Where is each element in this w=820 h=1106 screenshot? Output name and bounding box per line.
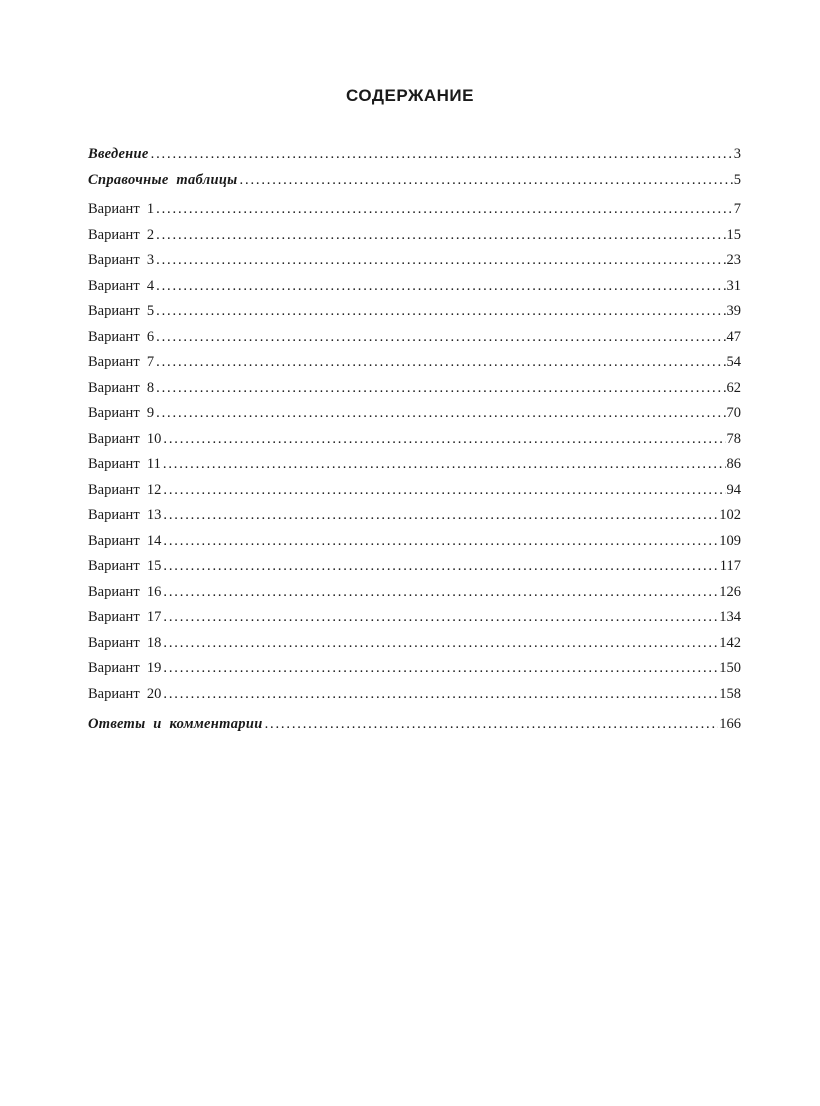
dot-leader <box>240 168 733 194</box>
dot-leader <box>163 554 718 580</box>
toc-entry-label: Вариант 1 <box>88 201 155 217</box>
toc-entry-page: 47 <box>726 328 741 345</box>
dot-leader <box>156 223 725 249</box>
toc-entry-introduction[interactable] <box>88 142 741 168</box>
toc-entry-label: Вариант 14 <box>88 532 162 549</box>
dot-leader <box>156 401 725 427</box>
toc-entry-variant[interactable] <box>88 427 741 453</box>
toc-entry-label: Вариант 2 <box>88 226 155 243</box>
toc-entry-label: Вариант 8 <box>88 379 155 396</box>
toc-entry-label: Вариант 13 <box>88 507 162 523</box>
toc-entry-page: 94 <box>726 481 741 498</box>
dot-leader <box>163 529 718 555</box>
toc-entry-page: 134 <box>719 609 741 625</box>
toc-entry-label: Введение <box>88 146 149 162</box>
toc-entry-page: 126 <box>719 583 741 600</box>
dot-leader <box>156 376 725 402</box>
toc-entry-page: 86 <box>726 456 741 472</box>
dot-leader <box>163 427 725 453</box>
dot-leader <box>163 605 718 631</box>
toc-entry-label: Вариант 19 <box>88 660 162 676</box>
dot-leader <box>163 631 718 657</box>
toc-entry-variant[interactable] <box>88 376 741 402</box>
toc-entry-variant[interactable] <box>88 197 741 223</box>
toc-entry-page: 5 <box>733 171 741 188</box>
dot-leader <box>163 452 726 478</box>
toc-entry-variant[interactable] <box>88 223 741 249</box>
toc-entry-variant[interactable] <box>88 631 741 657</box>
toc-entry-label: Вариант 9 <box>88 405 155 421</box>
page-title: СОДЕРЖАНИЕ <box>346 86 474 105</box>
dot-leader <box>156 325 725 351</box>
toc-entry-variant[interactable] <box>88 503 741 529</box>
dot-leader <box>163 503 718 529</box>
toc-entry-variant[interactable] <box>88 478 741 504</box>
toc-entry-page: 117 <box>719 558 741 574</box>
toc-entry-variant[interactable] <box>88 325 741 351</box>
toc-entry-label: Вариант 7 <box>88 354 155 370</box>
toc-entry-variant[interactable] <box>88 299 741 325</box>
dot-leader <box>163 656 718 682</box>
toc-entry-variant[interactable] <box>88 401 741 427</box>
toc-entry-label: Вариант 15 <box>88 558 162 574</box>
toc-entry-label: Вариант 3 <box>88 252 155 268</box>
toc-entry-page: 15 <box>726 226 741 243</box>
toc-entry-label: Вариант 16 <box>88 583 162 600</box>
dot-leader <box>265 712 719 738</box>
dot-leader <box>156 197 733 223</box>
toc-entry-label: Вариант 10 <box>88 430 162 447</box>
toc-entry-variant[interactable] <box>88 605 741 631</box>
toc-entry-page: 166 <box>719 716 741 732</box>
toc-entry-variant[interactable] <box>88 656 741 682</box>
toc-entry-page: 23 <box>726 252 741 268</box>
toc-entry-page: 142 <box>719 634 741 651</box>
toc-entry-variant[interactable] <box>88 248 741 274</box>
toc-entry-variant[interactable] <box>88 554 741 580</box>
dot-leader <box>151 142 733 168</box>
dot-leader <box>163 580 718 606</box>
toc-entry-label: Вариант 11 <box>88 456 161 472</box>
toc-entry-page: 102 <box>719 507 741 523</box>
toc-entry-variant[interactable] <box>88 452 741 478</box>
toc-entry-label: Вариант 17 <box>88 609 162 625</box>
variants-list <box>88 197 741 707</box>
toc-entry-label: Ответы и комментарии <box>88 716 263 732</box>
toc-entry-page: 109 <box>719 532 741 549</box>
toc-entry-label: Вариант 4 <box>88 277 155 294</box>
dot-leader <box>156 350 725 376</box>
table-of-contents <box>88 142 741 738</box>
toc-entry-variant[interactable] <box>88 682 741 708</box>
toc-entry-label: Вариант 5 <box>88 303 155 319</box>
toc-entry-reference-tables[interactable] <box>88 168 741 194</box>
toc-entry-page: 3 <box>733 146 741 162</box>
dot-leader <box>163 682 718 708</box>
toc-entry-variant[interactable] <box>88 350 741 376</box>
toc-entry-variant[interactable] <box>88 274 741 300</box>
toc-entry-page: 62 <box>726 379 741 396</box>
toc-entry-page: 31 <box>726 277 741 294</box>
toc-entry-label: Вариант 12 <box>88 481 162 498</box>
toc-entry-page: 54 <box>726 354 741 370</box>
toc-entry-page: 39 <box>726 303 741 319</box>
toc-entry-page: 78 <box>726 430 741 447</box>
dot-leader <box>156 299 725 325</box>
dot-leader <box>156 274 725 300</box>
toc-entry-page: 158 <box>719 685 741 702</box>
toc-entry-page: 70 <box>726 405 741 421</box>
toc-entry-label: Вариант 6 <box>88 328 155 345</box>
toc-entry-page: 150 <box>719 660 741 676</box>
dot-leader <box>163 478 725 504</box>
toc-entry-label: Вариант 20 <box>88 685 162 702</box>
toc-entry-label: Справочные таблицы <box>88 171 238 188</box>
toc-entry-answers[interactable] <box>88 712 741 738</box>
toc-entry-page: 7 <box>733 201 741 217</box>
toc-entry-variant[interactable] <box>88 529 741 555</box>
toc-entry-variant[interactable] <box>88 580 741 606</box>
dot-leader <box>156 248 725 274</box>
toc-entry-label: Вариант 18 <box>88 634 162 651</box>
